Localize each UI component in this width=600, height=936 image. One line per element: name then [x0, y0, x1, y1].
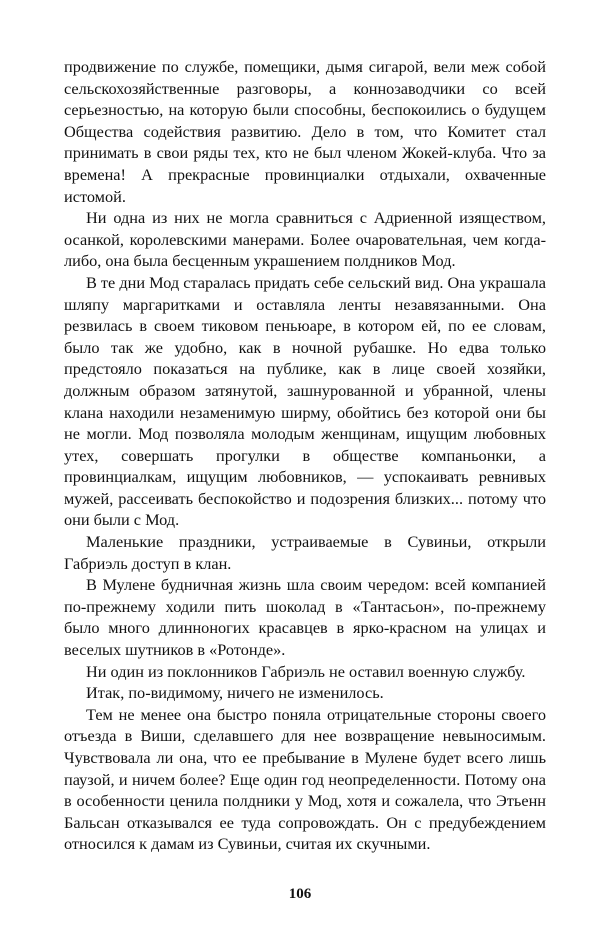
paragraph-1: продвижение по службе, помещики, дымя сигарой, вели меж собой сельскохозяйственные разговоры, а коннозаводчики со всей серьезностью, на которую были способны, беспокоились о будущем Общества содействия развитию. Дело в том, что Комитет стал принимать в свои ряды тех, кто не был членом Жокей-клуба. Что за времена! А прекрасные провинциалки отдыхали, охваченные истомой. [64, 57, 546, 206]
paragraph-8: Тем не менее она быстро поняла отрицательные стороны своего отъезда в Виши, сделавшего для нее возвращение невыносимым. Чувствовала ли она, что ее пребывание в Мулене будет всего лишь паузой, и ничем более? Еще один год неопределенности. Потому она в особенности ценила полдники у Мод, хотя и сожалела, что Этьенн Бальсан отказывался ее туда сопровождать. Он с предубеждением относился к дамам из Сувиньи, считая их скучными. [64, 704, 546, 854]
paragraph-4: Маленькие праздники, устраиваемые в Сувиньи, открыли Габриэль доступ в клан. [64, 532, 546, 573]
paragraph-3: В те дни Мод старалась придать себе сельский вид. Она украшала шляпу маргаритками и оставляла ленты незавязанными. Она резвилась в своем тиковом пеньюаре, в котором ей, по ее словам, было так же удобно, как в ночной рубашке. Но едва только предстояло показаться на публике, как в лице своей хозяйки, должным образом затянутой, зашнурованной и убранной, члены клана находили незаменимую ширму, обойтись без которой они бы не могли. Мод позволяла молодым женщинам, ищущим любовных утех, совершать прогулки в обществе компаньонки, а провинциалкам, ищущим любовников, — успокаивать ревнивых мужей, рассеивать беспокойство и подозрения близких... потому что они были с Мод. [64, 272, 546, 530]
paragraph-2: Ни одна из них не могла сравниться с Адриенной изяществом, осанкой, королевскими манерами. Более очаровательная, чем когда-либо, она была бесценным украшением полдников Мод. [64, 208, 546, 271]
page-number: 106 [288, 886, 312, 902]
page-body [64, 56, 546, 856]
paragraph-6: Ни один из поклонников Габриэль не оставил военную службу. [86, 661, 526, 681]
paragraph-5: В Мулене будничная жизнь шла своим чередом: всей компанией по-прежнему ходили пить шоколад в «Тантасьон», по-прежнему было много длинноногих красавцев в ярко-красном на улицах и веселых шутников в «Ротонде». [64, 575, 546, 660]
paragraph-7: Итак, по-видимому, ничего не изменилось. [86, 683, 384, 703]
